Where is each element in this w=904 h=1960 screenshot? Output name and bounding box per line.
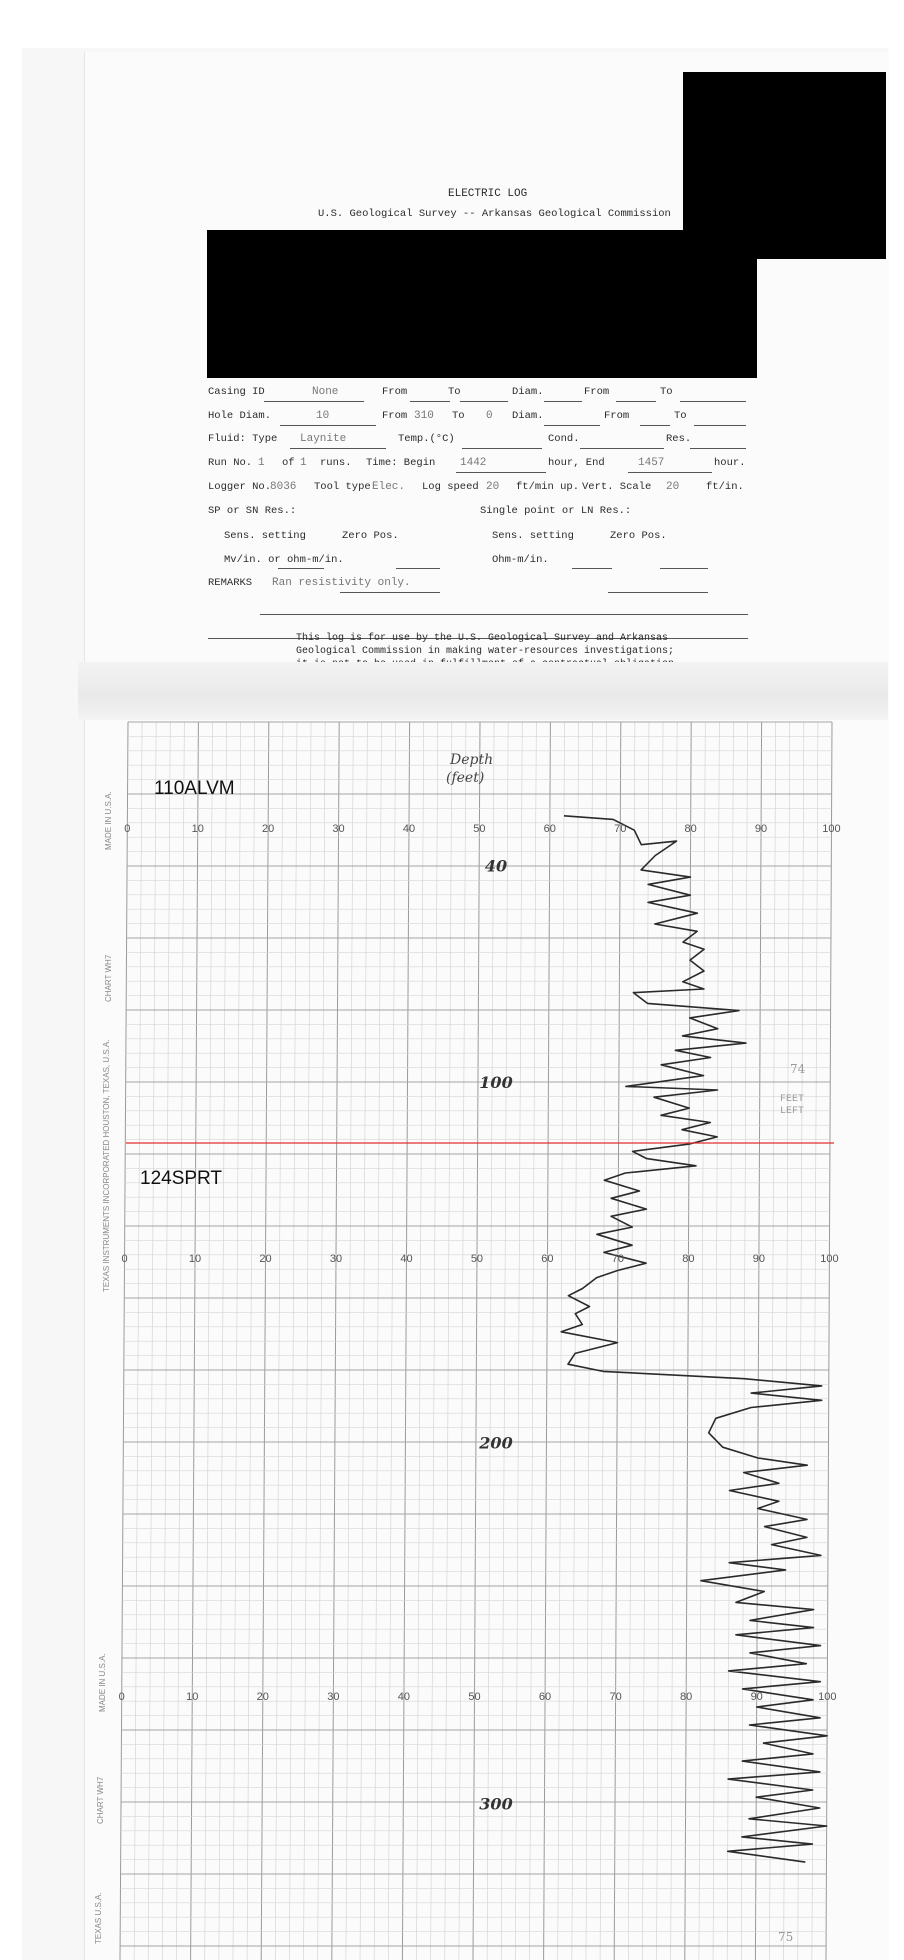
single-sens-label: Sens. setting <box>492 530 574 542</box>
vert-label: Vert. Scale <box>582 481 652 493</box>
end-value: 1457 <box>638 457 665 469</box>
mv-label: Mv/in. or ohm-m/in. <box>224 554 344 566</box>
casing-from2-label: From <box>584 386 610 398</box>
side-note-line3: LEFT <box>780 1106 805 1117</box>
hole-from2-label: From <box>604 410 630 422</box>
runs-label: runs. <box>320 457 352 469</box>
resistivity-curve <box>561 816 827 1862</box>
casing-label: Casing ID <box>208 386 265 398</box>
scale-tick-label: 20 <box>256 1691 269 1703</box>
corner-number: 75 <box>778 1930 794 1944</box>
scale-tick-label: 50 <box>470 1253 484 1265</box>
depth-header-line1: Depth <box>450 752 494 768</box>
side-label: CHART WH7 <box>104 954 113 1002</box>
ohm-label: Ohm-m/in. <box>492 554 549 566</box>
side-label: MADE IN U.S.A. <box>98 1653 107 1712</box>
hole-diam-label: Diam. <box>512 410 544 422</box>
side-label: TEXAS U.S.A. <box>94 1892 103 1944</box>
scale-tick-label: 40 <box>400 1253 413 1265</box>
hole-label: Hole Diam. <box>208 410 272 422</box>
run-of-value: 1 <box>300 457 307 469</box>
single-label: Single point or LN Res.: <box>480 505 632 517</box>
agency-line: U.S. Geological Survey -- Arkansas Geological Commission <box>318 208 671 220</box>
fluid-label: Fluid: Type <box>208 433 278 445</box>
depth-header-line2: (feet) <box>446 770 485 786</box>
depth-mark: 100 <box>479 1072 513 1092</box>
scale-tick-label: 0 <box>118 1691 125 1703</box>
hole-from-label: From <box>382 410 408 422</box>
tool-value: Elec. <box>372 481 406 493</box>
scale-tick-label: 70 <box>614 823 627 835</box>
vert-value: 20 <box>666 481 680 493</box>
scale-tick-label: 100 <box>820 1253 839 1265</box>
scale-tick-label: 80 <box>684 823 697 835</box>
run-of-label: of <box>282 457 295 469</box>
zone-label-top: 110ALVM <box>154 778 235 799</box>
scale-tick-label: 50 <box>473 823 486 835</box>
scale-tick-label: 80 <box>680 1691 693 1703</box>
scale-tick-label: 20 <box>259 1253 272 1265</box>
hole-to-label: To <box>452 410 465 422</box>
scale-tick-label: 80 <box>682 1253 695 1265</box>
vert-unit: ft/in. <box>706 481 744 493</box>
cond-label: Cond. <box>548 433 580 445</box>
scale-tick-label: 90 <box>754 823 768 835</box>
side-label: CHART WH7 <box>96 1776 105 1824</box>
sp-zero-label: Zero Pos. <box>342 530 399 542</box>
res-label: Res. <box>666 433 692 445</box>
depth-mark: 300 <box>479 1794 513 1814</box>
scale-tick-label: 90 <box>750 1691 763 1703</box>
log-title: ELECTRIC LOG <box>448 188 528 200</box>
scale-tick-label: 10 <box>186 1691 199 1703</box>
casing-to2-label: To <box>660 386 673 398</box>
scale-tick-label: 70 <box>609 1691 622 1703</box>
speed-value: 20 <box>486 481 500 493</box>
speed-unit: ft/min up. <box>516 481 580 493</box>
scale-tick-label: 100 <box>822 823 841 835</box>
side-label: TEXAS INSTRUMENTS INCORPORATED HOUSTON, TEXAS, U.S.A. <box>102 1039 111 1292</box>
tool-label: Tool type <box>314 481 371 493</box>
run-label: Run No. <box>208 457 253 469</box>
hole-value: 10 <box>316 410 330 422</box>
scale-tick-label: 50 <box>468 1691 481 1703</box>
time-label: Time: Begin <box>366 457 436 469</box>
casing-value: None <box>312 386 339 398</box>
fluid-value: Laynite <box>300 433 347 445</box>
scale-tick-label: 30 <box>332 823 345 835</box>
side-note-line2: FEET <box>780 1094 805 1105</box>
scale-tick-label: 10 <box>188 1253 202 1265</box>
scale-tick-label: 20 <box>261 823 275 835</box>
scale-tick-label: 60 <box>541 1253 554 1265</box>
begin-value: 1442 <box>460 457 487 469</box>
scale-tick-label: 0 <box>121 1253 128 1265</box>
scale-tick-label: 60 <box>538 1691 552 1703</box>
depth-mark: 40 <box>484 856 508 876</box>
chart-curve-layer <box>126 816 837 1862</box>
scale-tick-label: 60 <box>543 823 556 835</box>
scale-tick-label: 40 <box>397 1691 411 1703</box>
casing-from-label: From <box>382 386 408 398</box>
zone-label-bottom: 124SPRT <box>140 1168 223 1189</box>
scale-tick-label: 100 <box>818 1691 837 1703</box>
casing-to-label: To <box>448 386 461 398</box>
casing-diam-label: Diam. <box>512 386 544 398</box>
side-note-line1: 74 <box>790 1062 806 1076</box>
scale-tick-label: 70 <box>611 1253 625 1265</box>
hole-from-value: 310 <box>414 410 434 422</box>
remarks-label: REMARKS <box>208 577 253 589</box>
hour-end-label: hour, End <box>548 457 605 469</box>
logger-value: 8036 <box>270 481 297 493</box>
disclaimer: This log is for use by the U.S. Geological Survey and Arkansas Geological Commission in making water-resources investigations; <box>296 633 675 657</box>
run-value: 1 <box>258 457 265 469</box>
logger-label: Logger No. <box>208 481 272 493</box>
scale-tick-label: 30 <box>329 1253 343 1265</box>
scale-tick-label: 10 <box>191 823 204 835</box>
temp-label: Temp.(°C) <box>398 433 455 445</box>
speed-label: Log speed <box>422 481 479 493</box>
chart-grid <box>120 722 832 1960</box>
remarks-value: Ran resistivity only. <box>272 577 411 589</box>
scale-tick-label: 40 <box>402 823 416 835</box>
hour2-label: hour. <box>714 457 746 469</box>
scale-tick-label: 0 <box>124 823 131 835</box>
single-zero-label: Zero Pos. <box>610 530 667 542</box>
depth-mark: 200 <box>479 1433 513 1453</box>
sp-sens-label: Sens. setting <box>224 530 306 542</box>
hole-to-value: 0 <box>486 410 493 422</box>
scale-tick-label: 30 <box>327 1691 340 1703</box>
scale-tick-label: 90 <box>752 1253 766 1265</box>
hole-to2-label: To <box>674 410 687 422</box>
sp-label: SP or SN Res.: <box>208 505 297 517</box>
side-label: MADE IN U.S.A. <box>104 791 113 850</box>
